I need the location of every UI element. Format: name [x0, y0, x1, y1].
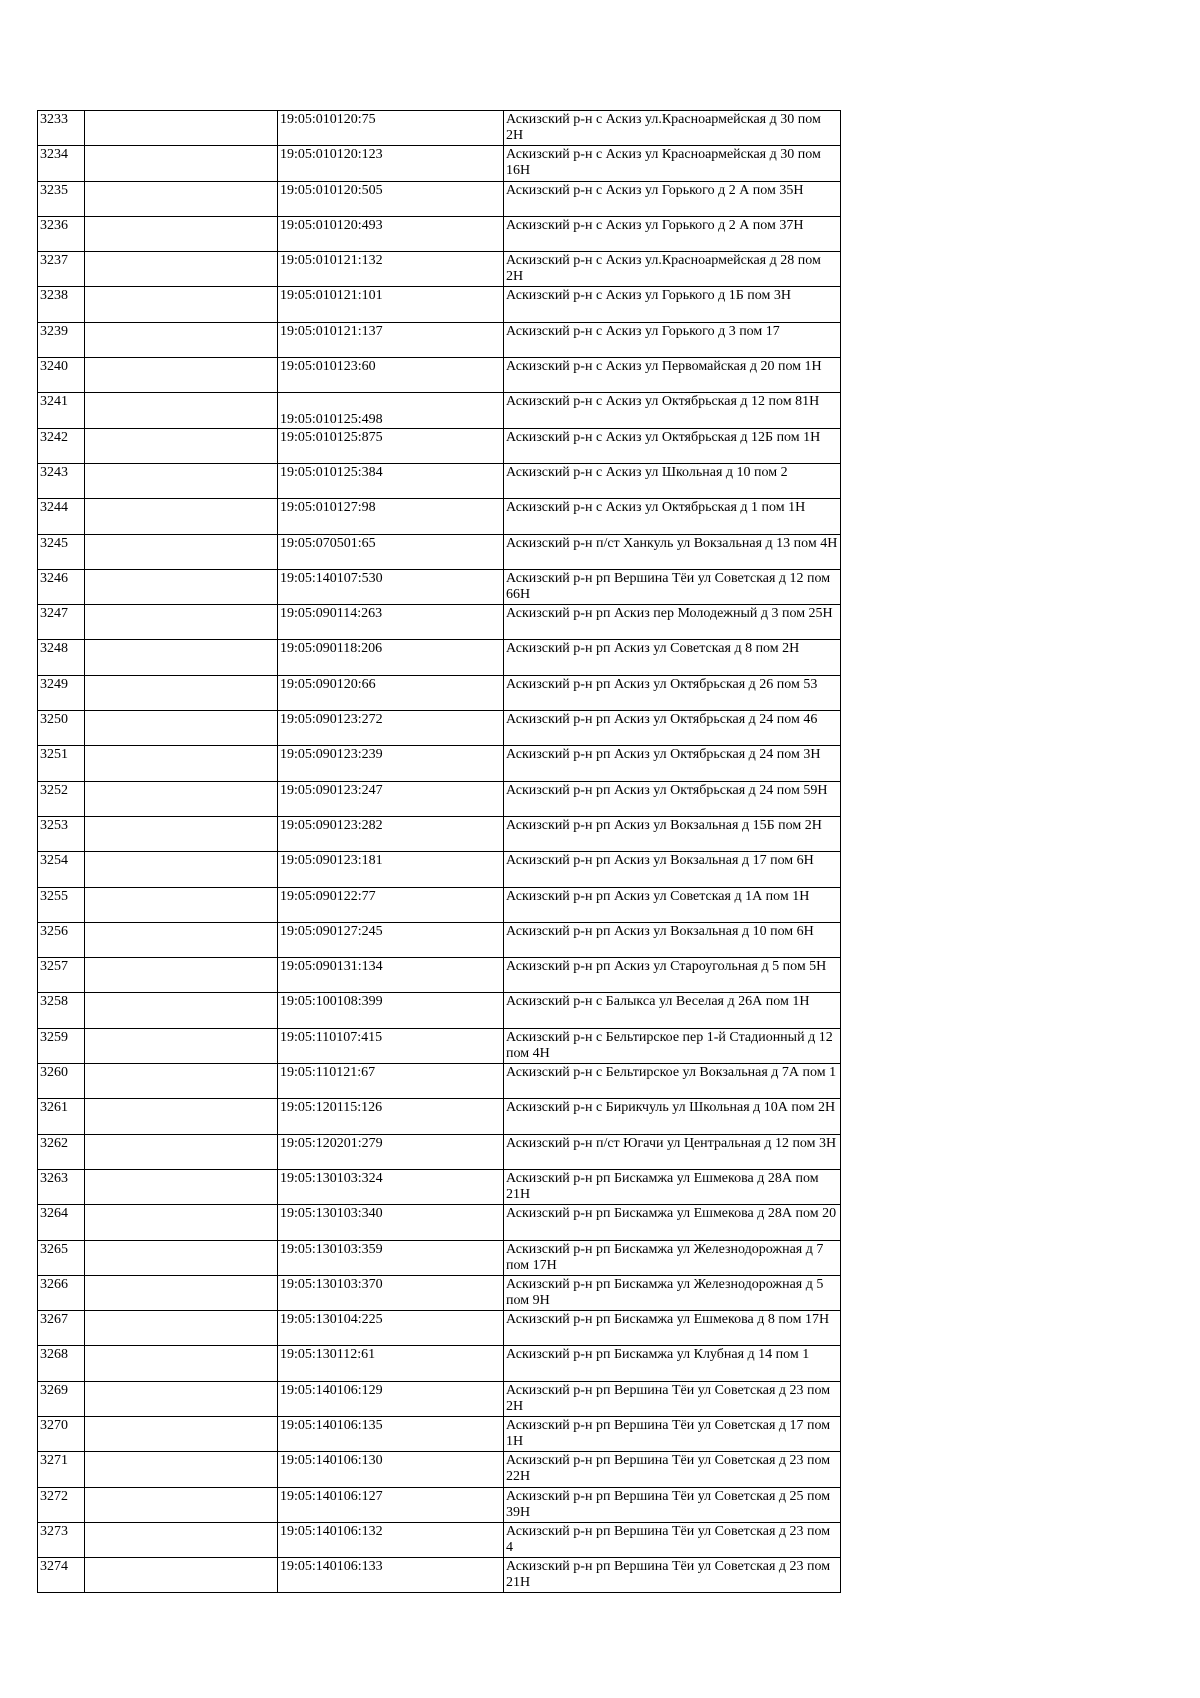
empty-cell: [85, 1275, 278, 1310]
address-cell: Аскизский р-н рп Аскиз ул Вокзальная д 15Б пом 2Н: [504, 816, 841, 851]
address-cell: Аскизский р-н с Аскиз ул Октябрьская д 1 пом 1Н: [504, 499, 841, 534]
table-row: [38, 1169, 841, 1204]
cadastral-number-cell: 19:05:090123:181: [278, 852, 504, 887]
cadastral-number-cell: 19:05:090114:263: [278, 605, 504, 640]
table-row: [38, 1311, 841, 1346]
address-cell: Аскизский р-н рп Вершина Тёи ул Советская д 17 пом 1Н: [504, 1416, 841, 1451]
table-row: [38, 1416, 841, 1451]
empty-cell: [85, 358, 278, 393]
cadastral-number-cell: 19:05:090123:239: [278, 746, 504, 781]
cadastral-number-cell: 19:05:130103:370: [278, 1275, 504, 1310]
table-row: [38, 711, 841, 746]
address-cell: Аскизский р-н рп Аскиз пер Молодежный д 3 пом 25Н: [504, 605, 841, 640]
empty-cell: [85, 1558, 278, 1593]
cadastral-number-cell: 19:05:010125:875: [278, 428, 504, 463]
row-number-cell: 3235: [38, 181, 85, 216]
table-row: [38, 1381, 841, 1416]
cadastral-number-cell: 19:05:010121:101: [278, 287, 504, 322]
empty-cell: [85, 781, 278, 816]
row-number-cell: 3263: [38, 1169, 85, 1204]
empty-cell: [85, 1487, 278, 1522]
cadastral-number-cell: 19:05:110107:415: [278, 1028, 504, 1063]
address-cell: Аскизский р-н с Аскиз ул Школьная д 10 пом 2: [504, 463, 841, 498]
row-number-cell: 3238: [38, 287, 85, 322]
empty-cell: [85, 711, 278, 746]
row-number-cell: 3234: [38, 146, 85, 181]
table-row: [38, 111, 841, 146]
table-row: [38, 887, 841, 922]
address-cell: Аскизский р-н с Аскиз ул Октябрьская д 12 пом 81Н: [504, 393, 841, 428]
row-number-cell: 3236: [38, 216, 85, 251]
row-number-cell: 3250: [38, 711, 85, 746]
cadastral-number-cell: 19:05:090120:66: [278, 675, 504, 710]
cadastral-number-cell: 19:05:130112:61: [278, 1346, 504, 1381]
row-number-cell: 3240: [38, 358, 85, 393]
table-row: [38, 1028, 841, 1063]
table-row: [38, 181, 841, 216]
empty-cell: [85, 1134, 278, 1169]
cadastral-number-cell: 19:05:010120:75: [278, 111, 504, 146]
cadastral-number-cell: 19:05:130103:324: [278, 1169, 504, 1204]
address-cell: Аскизский р-н рп Бискамжа ул Ешмекова д 28А пом 20: [504, 1205, 841, 1240]
address-cell: Аскизский р-н с Аскиз ул Горького д 2 А пом 35Н: [504, 181, 841, 216]
table-row: [38, 675, 841, 710]
row-number-cell: 3260: [38, 1064, 85, 1099]
empty-cell: [85, 287, 278, 322]
table-row: [38, 958, 841, 993]
table-row: [38, 1275, 841, 1310]
address-cell: Аскизский р-н с Аскиз ул.Красноармейская д 30 пом 2Н: [504, 111, 841, 146]
row-number-cell: 3248: [38, 640, 85, 675]
table-row: [38, 463, 841, 498]
table-row: [38, 146, 841, 181]
address-cell: Аскизский р-н рп Аскиз ул Вокзальная д 10 пом 6Н: [504, 922, 841, 957]
table-row: [38, 499, 841, 534]
row-number-cell: 3262: [38, 1134, 85, 1169]
cadastral-number-cell: 19:05:010120:123: [278, 146, 504, 181]
address-cell: Аскизский р-н рп Аскиз ул Октябрьская д 26 пом 53: [504, 675, 841, 710]
address-cell: Аскизский р-н с Бельтирское ул Вокзальная д 7А пом 1: [504, 1064, 841, 1099]
address-cell: Аскизский р-н с Балыкса ул Веселая д 26А пом 1Н: [504, 993, 841, 1028]
empty-cell: [85, 605, 278, 640]
row-number-cell: 3253: [38, 816, 85, 851]
empty-cell: [85, 1028, 278, 1063]
table-row: [38, 252, 841, 287]
row-number-cell: 3243: [38, 463, 85, 498]
row-number-cell: 3255: [38, 887, 85, 922]
address-cell: Аскизский р-н рп Бискамжа ул Железнодорожная д 7 пом 17Н: [504, 1240, 841, 1275]
cadastral-number-cell: 19:05:140106:132: [278, 1522, 504, 1557]
cadastral-number-cell: 19:05:120115:126: [278, 1099, 504, 1134]
row-number-cell: 3272: [38, 1487, 85, 1522]
empty-cell: [85, 1452, 278, 1487]
address-cell: Аскизский р-н рп Бискамжа ул Железнодорожная д 5 пом 9Н: [504, 1275, 841, 1310]
empty-cell: [85, 746, 278, 781]
empty-cell: [85, 922, 278, 957]
empty-cell: [85, 216, 278, 251]
row-number-cell: 3233: [38, 111, 85, 146]
table-row: [38, 1452, 841, 1487]
table-row: [38, 287, 841, 322]
table-row: [38, 640, 841, 675]
row-number-cell: 3273: [38, 1522, 85, 1557]
cadastral-number-cell: 19:05:090123:272: [278, 711, 504, 746]
row-number-cell: 3257: [38, 958, 85, 993]
address-cell: Аскизский р-н рп Бискамжа ул Ешмекова д 8 пом 17Н: [504, 1311, 841, 1346]
cadastral-number-cell: 19:05:090118:206: [278, 640, 504, 675]
address-cell: Аскизский р-н рп Вершина Тёи ул Советская д 25 пом 39Н: [504, 1487, 841, 1522]
cadastral-number-cell: 19:05:010121:137: [278, 322, 504, 357]
table-row: [38, 1099, 841, 1134]
cadastral-number-cell: 19:05:140106:127: [278, 1487, 504, 1522]
empty-cell: [85, 958, 278, 993]
row-number-cell: 3256: [38, 922, 85, 957]
table-row: [38, 816, 841, 851]
table-row: [38, 922, 841, 957]
empty-cell: [85, 993, 278, 1028]
empty-cell: [85, 1522, 278, 1557]
cadastral-number-cell: 19:05:140106:135: [278, 1416, 504, 1451]
table-row: [38, 393, 841, 428]
table-body: [38, 111, 841, 1593]
empty-cell: [85, 675, 278, 710]
table-row: [38, 1346, 841, 1381]
row-number-cell: 3259: [38, 1028, 85, 1063]
address-cell: Аскизский р-н рп Аскиз ул Октябрьская д 24 пом 59Н: [504, 781, 841, 816]
row-number-cell: 3242: [38, 428, 85, 463]
cadastral-number-cell: 19:05:010120:493: [278, 216, 504, 251]
table-row: [38, 852, 841, 887]
cadastral-number-cell: 19:05:130104:225: [278, 1311, 504, 1346]
cadastral-number-cell: 19:05:090123:282: [278, 816, 504, 851]
row-number-cell: 3271: [38, 1452, 85, 1487]
row-number-cell: 3241: [38, 393, 85, 428]
empty-cell: [85, 640, 278, 675]
cadastral-number-cell: 19:05:090123:247: [278, 781, 504, 816]
address-cell: Аскизский р-н рп Бискамжа ул Клубная д 14 пом 1: [504, 1346, 841, 1381]
property-table: [37, 110, 841, 1593]
table-row: [38, 569, 841, 604]
cadastral-number-cell: 19:05:120201:279: [278, 1134, 504, 1169]
table-row: [38, 993, 841, 1028]
cadastral-number-cell: 19:05:130103:340: [278, 1205, 504, 1240]
address-cell: Аскизский р-н рп Вершина Тёи ул Советская д 23 пом 21Н: [504, 1558, 841, 1593]
row-number-cell: 3264: [38, 1205, 85, 1240]
table-row: [38, 1240, 841, 1275]
cadastral-number-cell: 19:05:090127:245: [278, 922, 504, 957]
empty-cell: [85, 1346, 278, 1381]
cadastral-number-cell: 19:05:070501:65: [278, 534, 504, 569]
empty-cell: [85, 252, 278, 287]
address-cell: Аскизский р-н с Аскиз ул.Красноармейская д 28 пом 2Н: [504, 252, 841, 287]
address-cell: Аскизский р-н рп Аскиз ул Советская д 1А пом 1Н: [504, 887, 841, 922]
empty-cell: [85, 1099, 278, 1134]
empty-cell: [85, 1205, 278, 1240]
empty-cell: [85, 111, 278, 146]
address-cell: Аскизский р-н рп Вершина Тёи ул Советская д 23 пом 2Н: [504, 1381, 841, 1416]
row-number-cell: 3270: [38, 1416, 85, 1451]
row-number-cell: 3269: [38, 1381, 85, 1416]
table-row: [38, 605, 841, 640]
empty-cell: [85, 1416, 278, 1451]
row-number-cell: 3267: [38, 1311, 85, 1346]
empty-cell: [85, 1064, 278, 1099]
cadastral-number-cell: 19:05:010120:505: [278, 181, 504, 216]
empty-cell: [85, 852, 278, 887]
address-cell: Аскизский р-н рп Вершина Тёи ул Советская д 23 пом 22Н: [504, 1452, 841, 1487]
cadastral-number-cell: 19:05:090131:134: [278, 958, 504, 993]
address-cell: Аскизский р-н рп Аскиз ул Октябрьская д 24 пом 46: [504, 711, 841, 746]
cadastral-number-cell: 19:05:010125:384: [278, 463, 504, 498]
table-row: [38, 428, 841, 463]
row-number-cell: 3274: [38, 1558, 85, 1593]
table-row: [38, 1522, 841, 1557]
address-cell: Аскизский р-н рп Аскиз ул Староугольная д 5 пом 5Н: [504, 958, 841, 993]
row-number-cell: 3245: [38, 534, 85, 569]
table-row: [38, 781, 841, 816]
empty-cell: [85, 816, 278, 851]
row-number-cell: 3237: [38, 252, 85, 287]
row-number-cell: 3247: [38, 605, 85, 640]
address-cell: Аскизский р-н рп Аскиз ул Октябрьская д 24 пом 3Н: [504, 746, 841, 781]
address-cell: Аскизский р-н с Аскиз ул Горького д 3 пом 17: [504, 322, 841, 357]
address-cell: Аскизский р-н с Аскиз ул Красноармейская д 30 пом 16Н: [504, 146, 841, 181]
address-cell: Аскизский р-н с Бирикчуль ул Школьная д 10А пом 2Н: [504, 1099, 841, 1134]
address-cell: Аскизский р-н с Аскиз ул Горького д 2 А пом 37Н: [504, 216, 841, 251]
empty-cell: [85, 463, 278, 498]
empty-cell: [85, 1311, 278, 1346]
table-row: [38, 216, 841, 251]
cadastral-number-cell: 19:05:010121:132: [278, 252, 504, 287]
cadastral-number-cell: 19:05:100108:399: [278, 993, 504, 1028]
empty-cell: [85, 1169, 278, 1204]
empty-cell: [85, 322, 278, 357]
address-cell: Аскизский р-н с Бельтирское пер 1-й Стадионный д 12 пом 4Н: [504, 1028, 841, 1063]
row-number-cell: 3265: [38, 1240, 85, 1275]
address-cell: Аскизский р-н рп Аскиз ул Советская д 8 пом 2Н: [504, 640, 841, 675]
address-cell: Аскизский р-н с Аскиз ул Октябрьская д 12Б пом 1Н: [504, 428, 841, 463]
empty-cell: [85, 1381, 278, 1416]
address-cell: Аскизский р-н рп Аскиз ул Вокзальная д 17 пом 6Н: [504, 852, 841, 887]
row-number-cell: 3251: [38, 746, 85, 781]
table-row: [38, 1205, 841, 1240]
cadastral-number-cell: 19:05:010123:60: [278, 358, 504, 393]
address-cell: Аскизский р-н рп Вершина Тёи ул Советская д 12 пом 66Н: [504, 569, 841, 604]
table-row: [38, 746, 841, 781]
row-number-cell: 3261: [38, 1099, 85, 1134]
address-cell: Аскизский р-н п/ст Югачи ул Центральная д 12 пом 3Н: [504, 1134, 841, 1169]
table-row: [38, 1487, 841, 1522]
cadastral-number-cell: 19:05:090122:77: [278, 887, 504, 922]
row-number-cell: 3239: [38, 322, 85, 357]
table-row: [38, 1064, 841, 1099]
address-cell: Аскизский р-н рп Бискамжа ул Ешмекова д 28А пом 21Н: [504, 1169, 841, 1204]
row-number-cell: 3268: [38, 1346, 85, 1381]
address-cell: Аскизский р-н с Аскиз ул Горького д 1Б пом 3Н: [504, 287, 841, 322]
address-cell: Аскизский р-н рп Вершина Тёи ул Советская д 23 пом 4: [504, 1522, 841, 1557]
row-number-cell: 3254: [38, 852, 85, 887]
cadastral-number-cell: 19:05:140107:530: [278, 569, 504, 604]
cadastral-number-cell: 19:05:140106:129: [278, 1381, 504, 1416]
empty-cell: [85, 499, 278, 534]
empty-cell: [85, 1240, 278, 1275]
row-number-cell: 3244: [38, 499, 85, 534]
cadastral-number-cell: 19:05:130103:359: [278, 1240, 504, 1275]
row-number-cell: 3249: [38, 675, 85, 710]
table-row: [38, 534, 841, 569]
table-row: [38, 322, 841, 357]
table-row: [38, 1134, 841, 1169]
cadastral-number-cell: 19:05:140106:130: [278, 1452, 504, 1487]
row-number-cell: 3252: [38, 781, 85, 816]
row-number-cell: 3246: [38, 569, 85, 604]
empty-cell: [85, 181, 278, 216]
empty-cell: [85, 393, 278, 428]
address-cell: Аскизский р-н п/ст Ханкуль ул Вокзальная д 13 пом 4Н: [504, 534, 841, 569]
cadastral-number-cell: 19:05:110121:67: [278, 1064, 504, 1099]
cadastral-number-cell: 19:05:010127:98: [278, 499, 504, 534]
empty-cell: [85, 569, 278, 604]
empty-cell: [85, 428, 278, 463]
empty-cell: [85, 887, 278, 922]
cadastral-number-cell: 19:05:010125:498: [278, 393, 504, 428]
row-number-cell: 3258: [38, 993, 85, 1028]
empty-cell: [85, 534, 278, 569]
row-number-cell: 3266: [38, 1275, 85, 1310]
table-row: [38, 1558, 841, 1593]
cadastral-number-cell: 19:05:140106:133: [278, 1558, 504, 1593]
address-cell: Аскизский р-н с Аскиз ул Первомайская д 20 пом 1Н: [504, 358, 841, 393]
table-row: [38, 358, 841, 393]
empty-cell: [85, 146, 278, 181]
